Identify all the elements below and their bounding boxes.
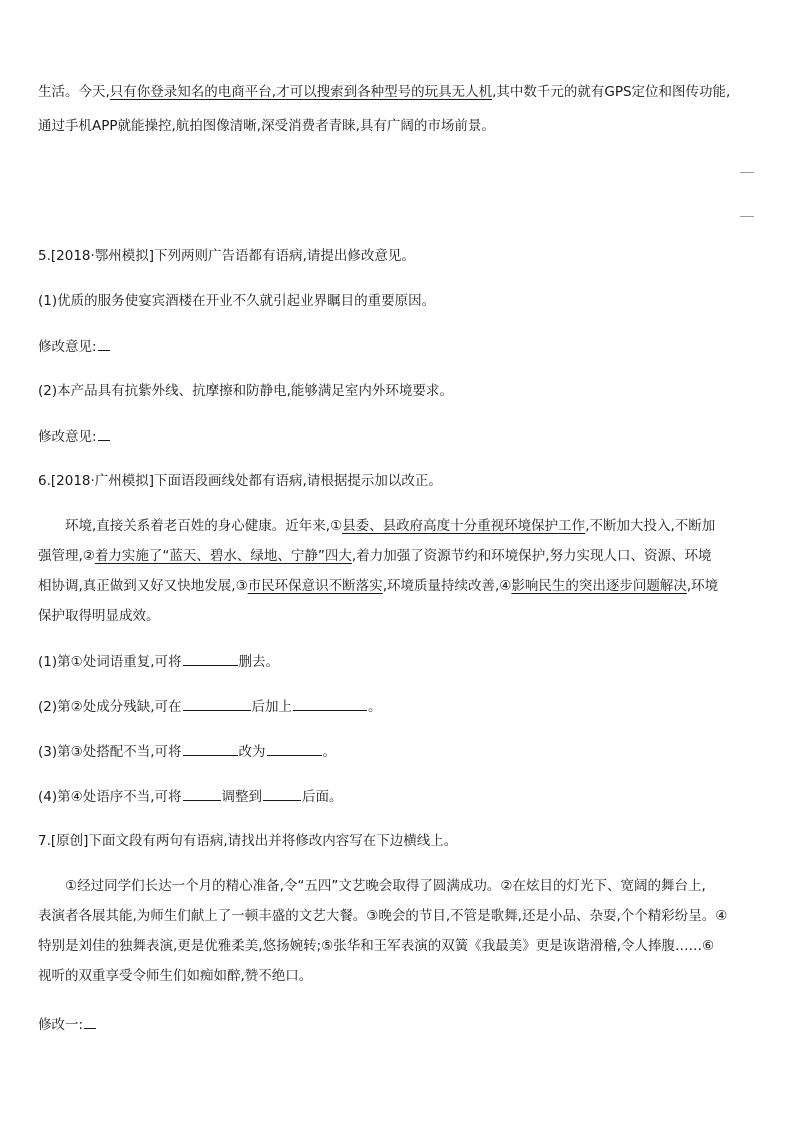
q7-passage-line-3: 特别是刘佳的独舞表演,更是优雅柔美,悠扬婉转;⑤张华和王军表演的双簧《我最美》更是诙谐滑稽,令人捧腹……⑥ bbox=[38, 938, 715, 954]
text-segment: 调整到 bbox=[221, 789, 263, 805]
underlined-segment: 着力实施了“蓝天、碧水、绿地、宁静”四大 bbox=[94, 548, 352, 564]
text-segment: ,其中数千元的就有GPS定位和图传功能, bbox=[492, 84, 731, 100]
q5-title: 5.[2018·鄂州模拟]下列两则广告语都有语病,请提出修改意见。 bbox=[38, 248, 415, 264]
text-segment: 改为 bbox=[238, 744, 266, 760]
underlined-segment: 影响民生的突出逐步问题解决 bbox=[511, 578, 687, 594]
text-segment: 环境,直接关系着老百姓的身心健康。近年来,① bbox=[65, 518, 343, 534]
q5-item-1: (1)优质的服务使宴宾酒楼在开业不久就引起业界瞩目的重要原因。 bbox=[38, 293, 436, 309]
text-segment: ,不断加大投入,不断加 bbox=[585, 518, 716, 534]
answer-blank[interactable] bbox=[183, 696, 251, 711]
q7-revise-1 bbox=[38, 1014, 97, 1035]
text-segment: (3)第③处搭配不当,可将 bbox=[38, 744, 182, 760]
q6-passage-line-4: 保护取得明显成效。 bbox=[38, 608, 160, 624]
text-segment: 生活。今天, bbox=[38, 84, 110, 100]
revise-label: 修改意见: bbox=[38, 339, 97, 355]
text-segment: ,环境质量持续改善,④ bbox=[382, 578, 512, 594]
answer-blank[interactable] bbox=[183, 651, 238, 666]
answer-blank[interactable] bbox=[183, 786, 221, 801]
revise-label: 修改一: bbox=[38, 1017, 84, 1033]
text-segment: 强管理,② bbox=[38, 548, 95, 564]
text-segment: 。 bbox=[322, 744, 337, 760]
q6-sub-1 bbox=[38, 651, 279, 672]
q7-title: 7.[原创]下面文段有两句有语病,请找出并将修改内容写在下边横线上。 bbox=[38, 833, 458, 849]
margin-dash bbox=[740, 172, 754, 173]
text-segment: 后面。 bbox=[302, 789, 343, 805]
text-segment: 。 bbox=[368, 699, 382, 715]
text-segment: ,着力加强了资源节约和环境保护,努力实现人口、资源、环境 bbox=[351, 548, 712, 564]
intro-line-1 bbox=[38, 82, 730, 102]
answer-blank[interactable] bbox=[98, 426, 110, 441]
q5-item-2: (2)本产品具有抗紫外线、抗摩擦和防静电,能够满足室内外环境要求。 bbox=[38, 383, 453, 399]
q6-sub-4 bbox=[38, 786, 343, 807]
text-segment: 相协调,真正做到又好又快地发展,③ bbox=[38, 578, 248, 594]
q6-passage-line-1 bbox=[65, 516, 715, 536]
answer-blank[interactable] bbox=[267, 741, 322, 756]
text-segment: (1)第①处词语重复,可将 bbox=[38, 654, 182, 670]
q7-passage-line-1: ①经过同学们长达一个月的精心准备,令“五四”文艺晚会取得了圆满成功。②在炫目的灯光下、宽阔的舞台上, bbox=[65, 878, 706, 894]
q5-revise-1 bbox=[38, 336, 111, 357]
answer-blank[interactable] bbox=[84, 1014, 96, 1029]
text-segment: (4)第④处语序不当,可将 bbox=[38, 789, 182, 805]
underlined-segment: 县委、县政府高度十分重视环境保护工作 bbox=[342, 518, 586, 534]
text-segment: ,环境 bbox=[686, 578, 719, 594]
q6-title: 6.[2018·广州模拟]下面语段画线处都有语病,请根据提示加以改正。 bbox=[38, 473, 442, 489]
q6-passage-line-3 bbox=[38, 576, 718, 596]
q7-passage-line-2: 表演者各展其能,为师生们献上了一顿丰盛的文艺大餐。③晚会的节目,不管是歌舞,还是小品、杂耍,个个精彩纷呈。④ bbox=[38, 908, 728, 924]
q6-sub-2 bbox=[38, 696, 382, 717]
q5-revise-2 bbox=[38, 426, 111, 447]
answer-blank[interactable] bbox=[183, 741, 238, 756]
q7-passage-line-4: 视听的双重享受令师生们如痴如醉,赞不绝口。 bbox=[38, 968, 313, 984]
intro-line-2: 通过手机APP就能操控,航拍图像清晰,深受消费者青睐,具有广阔的市场前景。 bbox=[38, 118, 495, 134]
q6-passage-line-2 bbox=[38, 546, 712, 566]
answer-blank[interactable] bbox=[293, 696, 367, 711]
text-segment: (2)第②处成分残缺,可在 bbox=[38, 699, 182, 715]
text-segment: 后加上 bbox=[251, 699, 293, 715]
text-segment: 删去。 bbox=[238, 654, 280, 670]
underlined-segment: 才可以搜索到各种型号的玩具无人机 bbox=[276, 84, 493, 100]
q6-sub-3 bbox=[38, 741, 336, 762]
revise-label: 修改意见: bbox=[38, 429, 97, 445]
answer-blank[interactable] bbox=[263, 786, 301, 801]
underlined-segment: 只有你登录知名的电商平台, bbox=[109, 84, 277, 100]
underlined-segment: 市民环保意识不断落实 bbox=[247, 578, 383, 594]
answer-blank[interactable] bbox=[98, 336, 110, 351]
margin-dash bbox=[740, 216, 754, 217]
